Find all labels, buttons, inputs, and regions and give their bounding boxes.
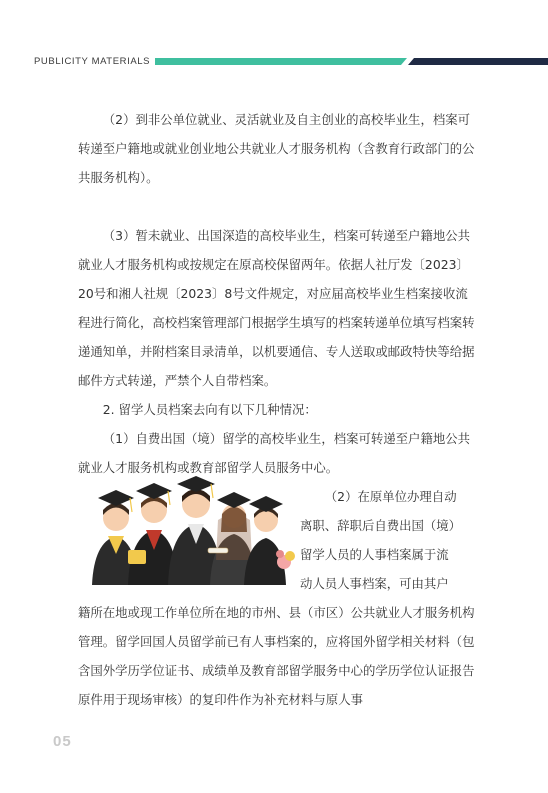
paragraph-5-rest: 籍所在地或现工作单位所在地的市州、县（市区）公共就业人才服务机构管理。留学回国人员留学前已有人事档案的，应将国外留学相关材料（包含国外学历学位证书、成绩单及教育部留学服务中心的学历学位认证报告原件用于现场审核）的复印件作为补充材料与原人事 (78, 605, 475, 707)
page-header (0, 54, 548, 72)
paragraph-4: （1）自费出国（境）留学的高校毕业生，档案可转递至户籍地公共就业人才服务机构或教育部留学人员服务中心。 (78, 431, 471, 475)
graduate-figure (244, 496, 295, 585)
header-dark-bar (408, 58, 548, 65)
header-label: PUBLICITY MATERIALS (34, 56, 151, 67)
paragraph-1: （2）到非公单位就业、灵活就业及自主创业的高校毕业生，档案可转递至户籍地或就业创业地公共就业人才服务机构（含教育行政部门的公共服务机构）。 (78, 112, 475, 185)
header-accent-bar (155, 58, 407, 65)
paragraph-3: 2. 留学人员档案去向有以下几种情况： (102, 402, 317, 417)
wrap-line-3: 留学人员的人事档案属于流 (300, 547, 449, 562)
paragraph-2: （3）暂未就业、出国深造的高校毕业生，档案可转递至户籍地公共就业人才服务机构或按规定在原高校保留两年。依据人社厅发〔2023〕20号和湘人社规〔2023〕8号文件规定，对应届高校毕业生档案接收流程进行简化，高校档案管理部门根据学生填写的档案转递单位填写档案转递通知单，并附档案目录清单，以机要通信、专人送取或邮政特快等给据邮件方式转递，严禁个人自带档案。 (78, 228, 475, 388)
wrap-line-4: 动人员人事档案，可由其户 (300, 576, 449, 591)
wrap-line-1: （2）在原单位办理自动 (324, 489, 457, 504)
page-number: 05 (53, 733, 72, 750)
graduates-illustration (84, 470, 296, 585)
wrap-line-2: 离职、辞职后自费出国（境） (300, 518, 462, 533)
